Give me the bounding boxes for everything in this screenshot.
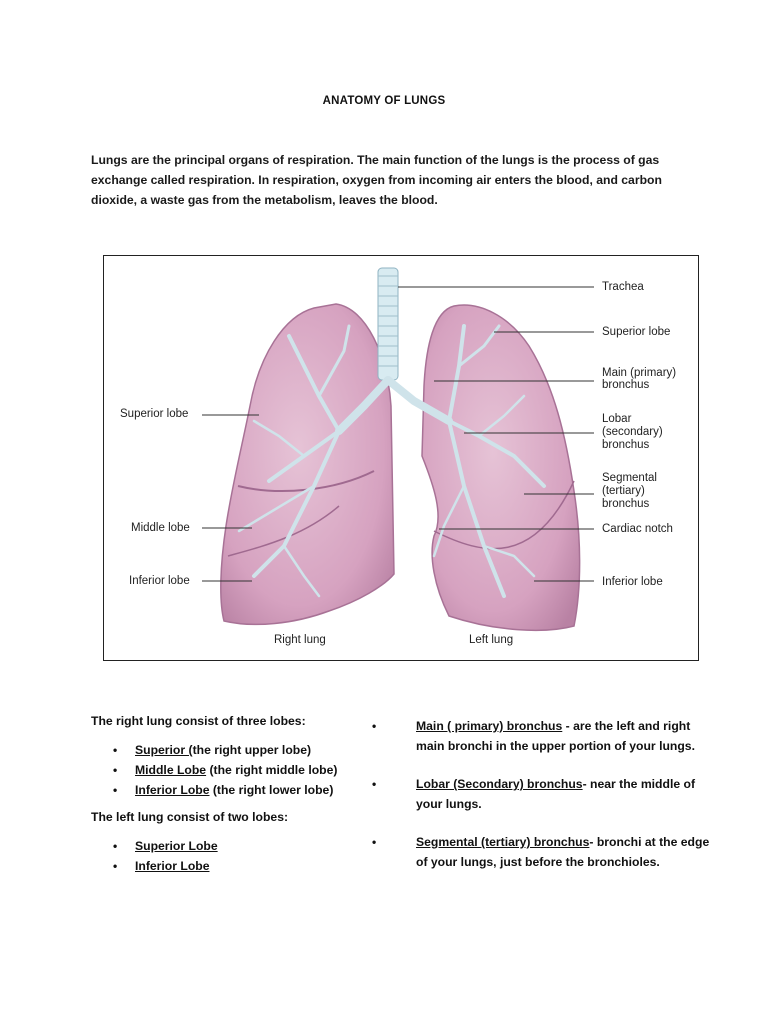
list-item: • Inferior Lobe (the right lower lobe) xyxy=(113,783,334,797)
label-inferior-lobe-left: Inferior lobe xyxy=(602,576,663,588)
bronchi-column xyxy=(372,716,714,890)
label-middle-lobe: Middle lobe xyxy=(131,522,190,534)
list-item: • Main ( primary) bronchus - are the left and right main bronchi in the upper portion of your lungs. xyxy=(372,719,695,753)
bronchi-list xyxy=(372,716,714,872)
label-superior-lobe-left: Superior lobe xyxy=(602,326,671,338)
left-lung-shape xyxy=(422,305,580,630)
label-cardiac-notch: Cardiac notch xyxy=(602,523,673,535)
list-item: • Segmental (tertiary) bronchus- bronchi at the edge of your lungs, just before the bronchioles. xyxy=(372,835,710,869)
right-lung-heading: The right lung consist of three lobes: xyxy=(91,714,306,728)
page-title: ANATOMY OF LUNGS xyxy=(322,95,446,107)
trachea-shape xyxy=(378,268,398,380)
label-right-lung: Right lung xyxy=(274,634,326,646)
right-lung-shape xyxy=(221,304,394,624)
label-lobar-line1: Lobar xyxy=(602,413,632,425)
list-item: • Superior Lobe xyxy=(113,839,218,853)
label-trachea: Trachea xyxy=(602,281,644,293)
label-lobar-line3: bronchus xyxy=(602,439,650,451)
list-item: • Middle Lobe (the right middle lobe) xyxy=(113,763,338,777)
label-segmental-line2: (tertiary) xyxy=(602,485,645,497)
label-left-lung: Left lung xyxy=(469,634,514,646)
label-inferior-lobe-right: Inferior lobe xyxy=(129,575,190,587)
list-item: • Lobar (Secondary) bronchus- near the middle of your lungs. xyxy=(372,777,696,811)
label-lobar-line2: (secondary) xyxy=(602,426,663,438)
lung-diagram xyxy=(103,255,699,661)
list-item: • Superior (the right upper lobe) xyxy=(113,743,312,757)
lung-illustration xyxy=(104,256,700,662)
lobes-column xyxy=(91,712,381,876)
label-main-bronchus-line2: bronchus xyxy=(602,379,650,391)
label-segmental-line3: bronchus xyxy=(602,498,650,510)
right-lung-list xyxy=(113,740,381,800)
left-lung-heading: The left lung consist of two lobes: xyxy=(91,810,289,824)
intro-paragraph: Lungs are the principal organs of respiration. The main function of the lungs is the process of gas exchange called respiration. In respiration, oxygen from incoming air enters the blood, and carbon dioxide, a waste gas from the metabolism, leaves the blood. xyxy=(91,153,662,207)
left-lung-list xyxy=(113,836,381,876)
label-segmental-line1: Segmental xyxy=(602,472,657,484)
label-superior-lobe-right: Superior lobe xyxy=(120,408,189,420)
list-item: • Inferior Lobe xyxy=(113,859,210,873)
label-main-bronchus-line1: Main (primary) xyxy=(602,367,677,379)
